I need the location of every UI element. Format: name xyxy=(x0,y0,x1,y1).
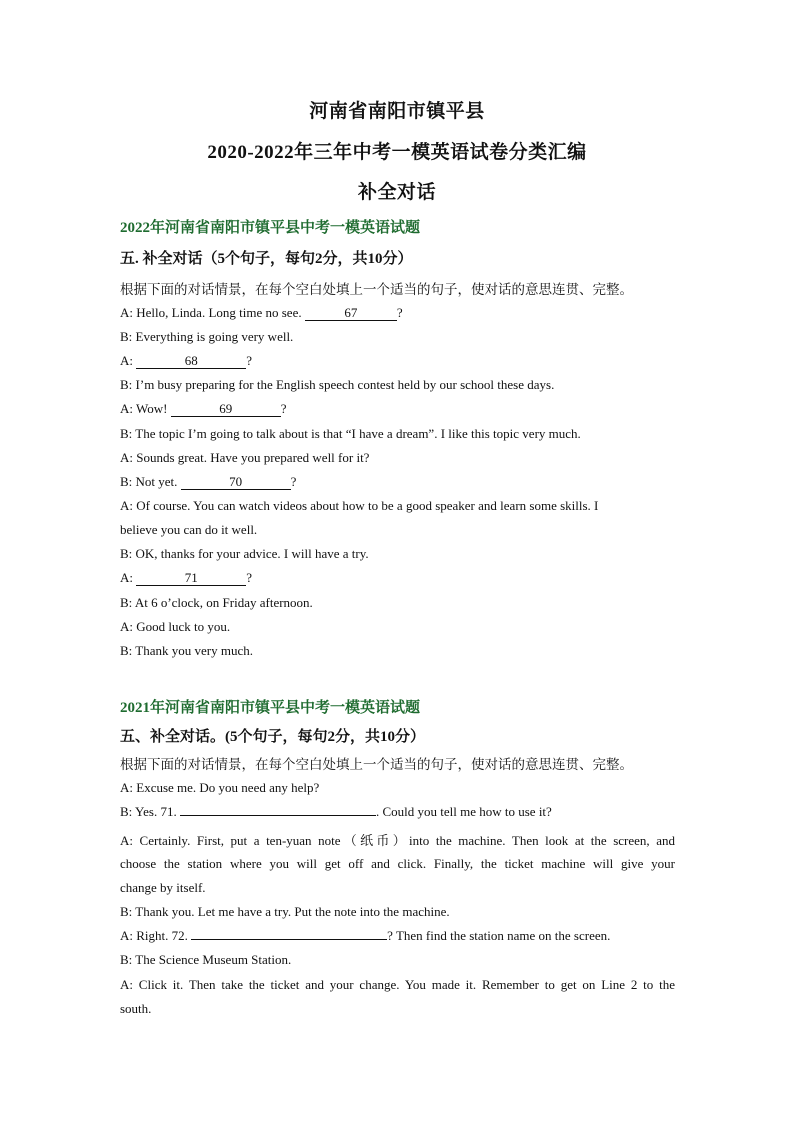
dialogue-line: A: Click it. Then take the ticket and your change. You made it. Remember to get on Line 2 to the xyxy=(120,977,675,992)
dialogue-line: A: Of course. You can watch videos about how to be a good speaker and learn some skills. I xyxy=(120,498,599,513)
dialogue-text: A: Right. 72. xyxy=(120,928,188,943)
answer-blank-67[interactable]: 67 xyxy=(305,306,397,321)
dialogue-line: B: I’m busy preparing for the English speech contest held by our school these days. xyxy=(120,377,555,392)
section-2021-instruction: 根据下面的对话情景，在每个空白处填上一个适当的句子，使对话的意思连贯、完整。 xyxy=(120,757,633,772)
dialogue-line xyxy=(120,305,675,321)
dialogue-line: choose the station where you will get off and click. Finally, the ticket machine will give your xyxy=(120,856,675,871)
section-2021-heading: 五、补全对话。(5个句子，每句2分，共10分） xyxy=(120,729,425,745)
doc-title-main: 2020-2022年三年中考一模英语试卷分类汇编 xyxy=(207,142,587,163)
dialogue-text: A: Wow! xyxy=(120,401,168,416)
section-2022-title: 2022年河南省南阳市镇平县中考一模英语试题 xyxy=(120,220,421,236)
answer-blank-72-2021[interactable] xyxy=(191,939,387,940)
dialogue-line: A: Good luck to you. xyxy=(120,619,231,634)
dialogue-text: A: xyxy=(120,353,133,368)
answer-blank-71-2021[interactable] xyxy=(180,815,376,816)
dialogue-line: B: OK, thanks for your advice. I will have a try. xyxy=(120,546,369,561)
section-2022-instruction: 根据下面的对话情景，在每个空白处填上一个适当的句子，使对话的意思连贯、完整。 xyxy=(120,282,633,297)
answer-blank-68[interactable]: 68 xyxy=(136,354,246,369)
dialogue-text: B: Not yet. xyxy=(120,474,178,489)
dialogue-line: B: Thank you very much. xyxy=(120,643,253,658)
dialogue-line: believe you can do it well. xyxy=(120,522,258,537)
dialogue-text: . Could you tell me how to use it? xyxy=(375,804,552,819)
question-mark: ? xyxy=(280,401,287,416)
dialogue-line: B: At 6 o’clock, on Friday afternoon. xyxy=(120,595,313,610)
doc-title-region: 河南省南阳市镇平县 xyxy=(309,101,485,122)
answer-blank-69[interactable]: 69 xyxy=(171,402,281,417)
dialogue-text: B: Yes. 71. xyxy=(120,804,177,819)
answer-blank-70[interactable]: 70 xyxy=(181,475,291,490)
dialogue-line: B: The topic I’m going to talk about is that “I have a dream”. I like this topic very much. xyxy=(120,426,581,441)
dialogue-text: A: Hello, Linda. Long time no see. xyxy=(120,305,302,320)
dialogue-line: B: Everything is going very well. xyxy=(120,329,294,344)
section-2021-title: 2021年河南省南阳市镇平县中考一模英语试题 xyxy=(120,700,421,716)
question-mark: ? xyxy=(246,353,253,368)
dialogue-line: change by itself. xyxy=(120,880,206,895)
dialogue-line: south. xyxy=(120,1001,152,1016)
dialogue-line: B: Thank you. Let me have a try. Put the note into the machine. xyxy=(120,904,450,919)
dialogue-line xyxy=(120,928,675,944)
dialogue-line xyxy=(120,570,675,586)
section-2022-heading: 五. 补全对话（5个句子，每句2分，共10分） xyxy=(120,251,413,267)
dialogue-line: A: Sounds great. Have you prepared well for it? xyxy=(120,450,370,465)
dialogue-text: A: xyxy=(120,570,133,585)
question-mark: ? xyxy=(290,474,297,489)
dialogue-line xyxy=(120,804,675,820)
question-mark: ? xyxy=(396,305,403,320)
dialogue-line: B: The Science Museum Station. xyxy=(120,952,292,967)
question-mark: ? xyxy=(246,570,253,585)
answer-blank-71[interactable]: 71 xyxy=(136,571,246,586)
dialogue-line: A: Excuse me. Do you need any help? xyxy=(120,780,320,795)
dialogue-line: A: Certainly. First, put a ten-yuan note（纸币）into the machine. Then look at the screen, and xyxy=(120,833,675,848)
dialogue-line xyxy=(120,401,675,417)
dialogue-line xyxy=(120,353,675,369)
dialogue-line xyxy=(120,474,675,490)
dialogue-text: ? Then find the station name on the screen. xyxy=(387,928,611,943)
doc-title-topic: 补全对话 xyxy=(357,182,436,203)
